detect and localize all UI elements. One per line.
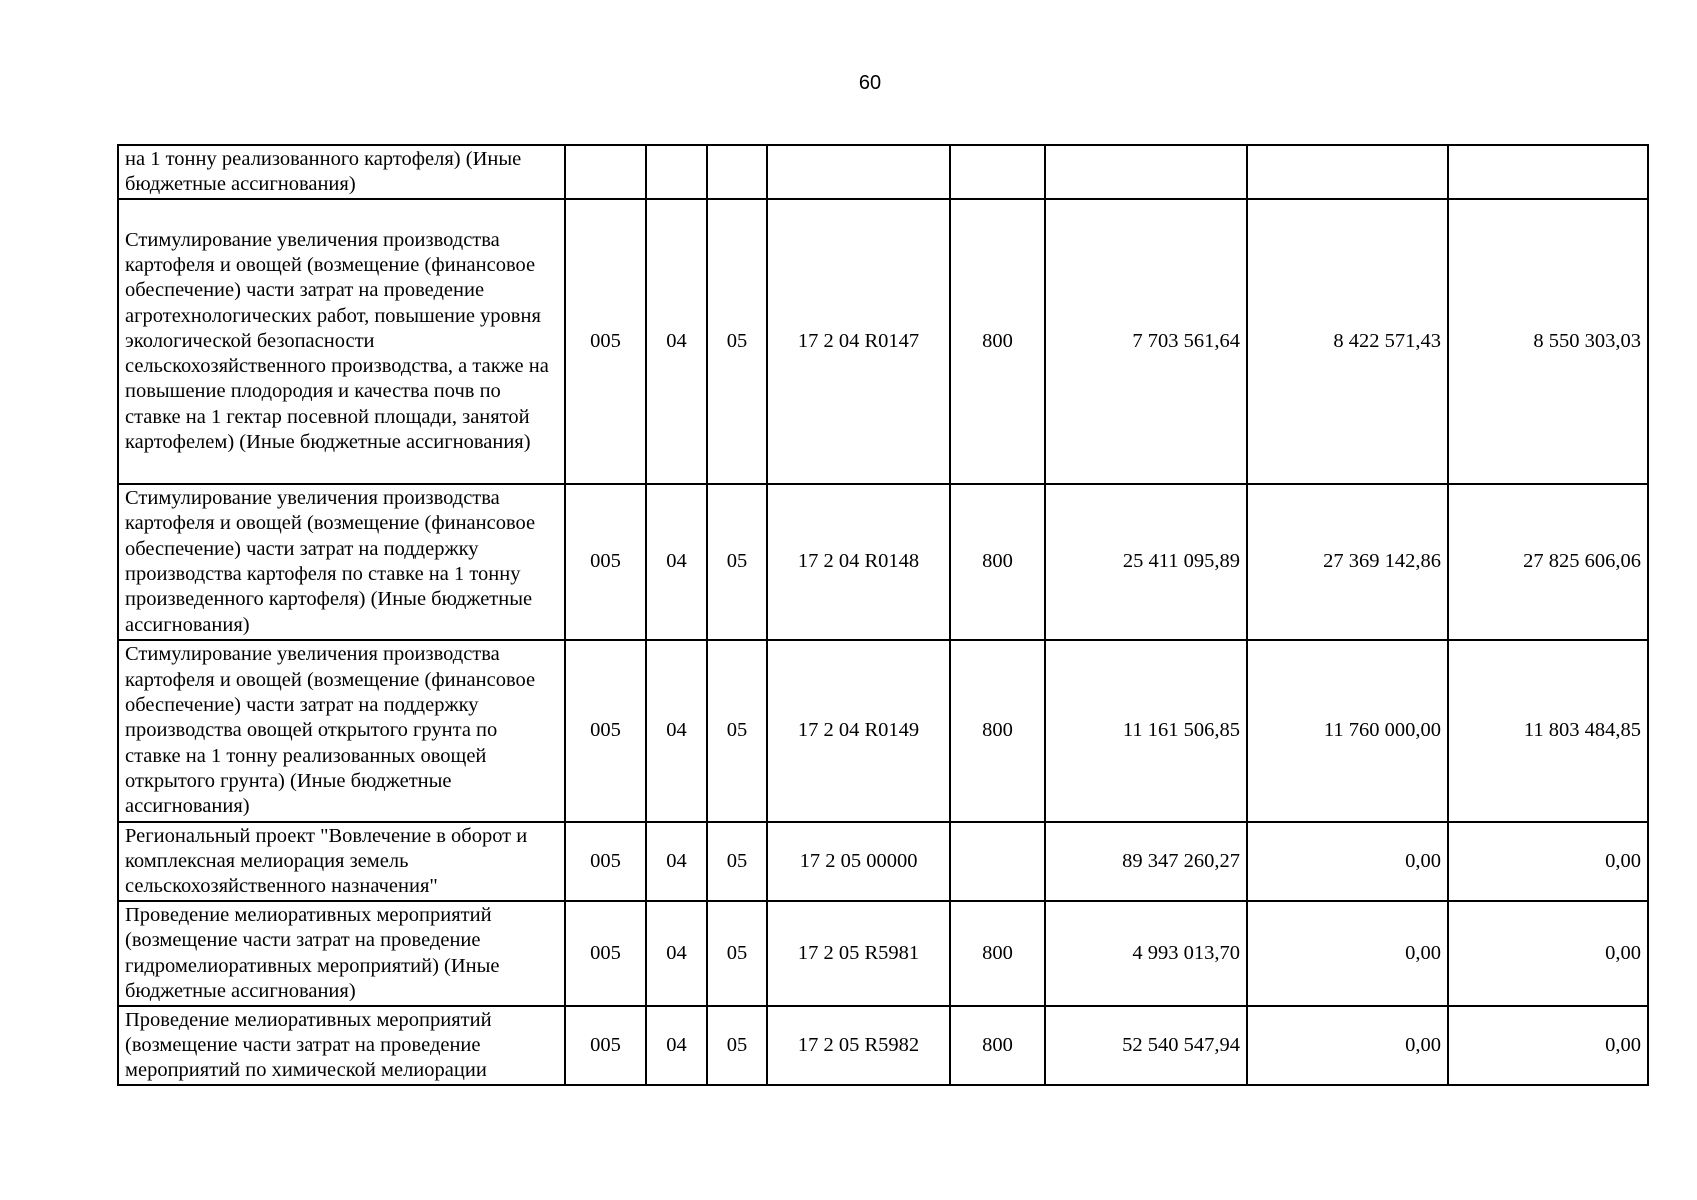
- expense-type-code: 800: [950, 640, 1045, 822]
- subsection-code: 05: [707, 640, 767, 822]
- amount-year2: 27 369 142,86: [1247, 484, 1448, 640]
- table-row: [118, 199, 1648, 484]
- target-article-code: 17 2 05 R5981: [767, 901, 950, 1006]
- amount-year1: 89 347 260,27: [1045, 822, 1247, 901]
- ministry-code: [565, 145, 646, 199]
- table-row: [118, 145, 1648, 199]
- amount-year2: 0,00: [1247, 822, 1448, 901]
- ministry-code: 005: [565, 822, 646, 901]
- amount-year3: 27 825 606,06: [1448, 484, 1648, 640]
- target-article-code: 17 2 05 R5982: [767, 1006, 950, 1085]
- amount-year3: 0,00: [1448, 901, 1648, 1006]
- amount-year1: [1045, 145, 1247, 199]
- ministry-code: 005: [565, 901, 646, 1006]
- expense-type-code: [950, 145, 1045, 199]
- amount-year1: 52 540 547,94: [1045, 1006, 1247, 1085]
- table-row: [118, 901, 1648, 1006]
- subsection-code: 05: [707, 1006, 767, 1085]
- amount-year2: 11 760 000,00: [1247, 640, 1448, 822]
- target-article-code: 17 2 04 R0148: [767, 484, 950, 640]
- subsection-code: 05: [707, 199, 767, 484]
- budget-table: [117, 144, 1649, 1086]
- row-description: Проведение мелиоративных мероприятий (возмещение части затрат на проведение мероприятий по химической мелиорации: [118, 1006, 565, 1085]
- row-description: Стимулирование увеличения производства картофеля и овощей (возмещение (финансовое обеспечение) части затрат на поддержку производства картофеля по ставке на 1 тонну произведенного картофеля) (Иные бюджетные ассигнования): [118, 484, 565, 640]
- target-article-code: [767, 145, 950, 199]
- amount-year1: 4 993 013,70: [1045, 901, 1247, 1006]
- ministry-code: 005: [565, 1006, 646, 1085]
- row-description: Стимулирование увеличения производства картофеля и овощей (возмещение (финансовое обеспечение) части затрат на проведение агротехнологических работ, повышение уровня экологической безопасности сельскохозяйственного производства, а также на повышение плодородия и качества почв по ставке на 1 гектар посевной площади, занятой картофелем) (Иные бюджетные ассигнования): [118, 199, 565, 484]
- section-code: 04: [646, 822, 707, 901]
- amount-year3: 0,00: [1448, 1006, 1648, 1085]
- section-code: 04: [646, 640, 707, 822]
- row-description: на 1 тонну реализованного картофеля) (Иные бюджетные ассигнования): [118, 145, 565, 199]
- subsection-code: 05: [707, 901, 767, 1006]
- table-row: [118, 1006, 1648, 1085]
- amount-year2: 0,00: [1247, 901, 1448, 1006]
- amount-year1: 11 161 506,85: [1045, 640, 1247, 822]
- expense-type-code: 800: [950, 484, 1045, 640]
- target-article-code: 17 2 04 R0147: [767, 199, 950, 484]
- ministry-code: 005: [565, 640, 646, 822]
- subsection-code: 05: [707, 484, 767, 640]
- section-code: 04: [646, 901, 707, 1006]
- amount-year3: 8 550 303,03: [1448, 199, 1648, 484]
- row-description: Региональный проект "Вовлечение в оборот и комплексная мелиорация земель сельскохозяйственного назначения": [118, 822, 565, 901]
- expense-type-code: 800: [950, 199, 1045, 484]
- row-description: Проведение мелиоративных мероприятий (возмещение части затрат на проведение гидромелиоративных мероприятий) (Иные бюджетные ассигнования): [118, 901, 565, 1006]
- section-code: 04: [646, 484, 707, 640]
- amount-year2: 0,00: [1247, 1006, 1448, 1085]
- table-row: [118, 484, 1648, 640]
- amount-year2: 8 422 571,43: [1247, 199, 1448, 484]
- target-article-code: 17 2 04 R0149: [767, 640, 950, 822]
- expense-type-code: 800: [950, 901, 1045, 1006]
- subsection-code: 05: [707, 822, 767, 901]
- amount-year1: 7 703 561,64: [1045, 199, 1247, 484]
- amount-year3: [1448, 145, 1648, 199]
- section-code: 04: [646, 1006, 707, 1085]
- section-code: 04: [646, 199, 707, 484]
- table-row: [118, 822, 1648, 901]
- subsection-code: [707, 145, 767, 199]
- ministry-code: 005: [565, 484, 646, 640]
- expense-type-code: 800: [950, 1006, 1045, 1085]
- amount-year1: 25 411 095,89: [1045, 484, 1247, 640]
- expense-type-code: [950, 822, 1045, 901]
- target-article-code: 17 2 05 00000: [767, 822, 950, 901]
- page-number: 60: [858, 72, 882, 94]
- table-row: [118, 640, 1648, 822]
- amount-year2: [1247, 145, 1448, 199]
- section-code: [646, 145, 707, 199]
- amount-year3: 11 803 484,85: [1448, 640, 1648, 822]
- amount-year3: 0,00: [1448, 822, 1648, 901]
- ministry-code: 005: [565, 199, 646, 484]
- row-description: Стимулирование увеличения производства картофеля и овощей (возмещение (финансовое обеспечение) части затрат на поддержку производства овощей открытого грунта по ставке на 1 тонну реализованных овощей открытого грунта) (Иные бюджетные ассигнования): [118, 640, 565, 822]
